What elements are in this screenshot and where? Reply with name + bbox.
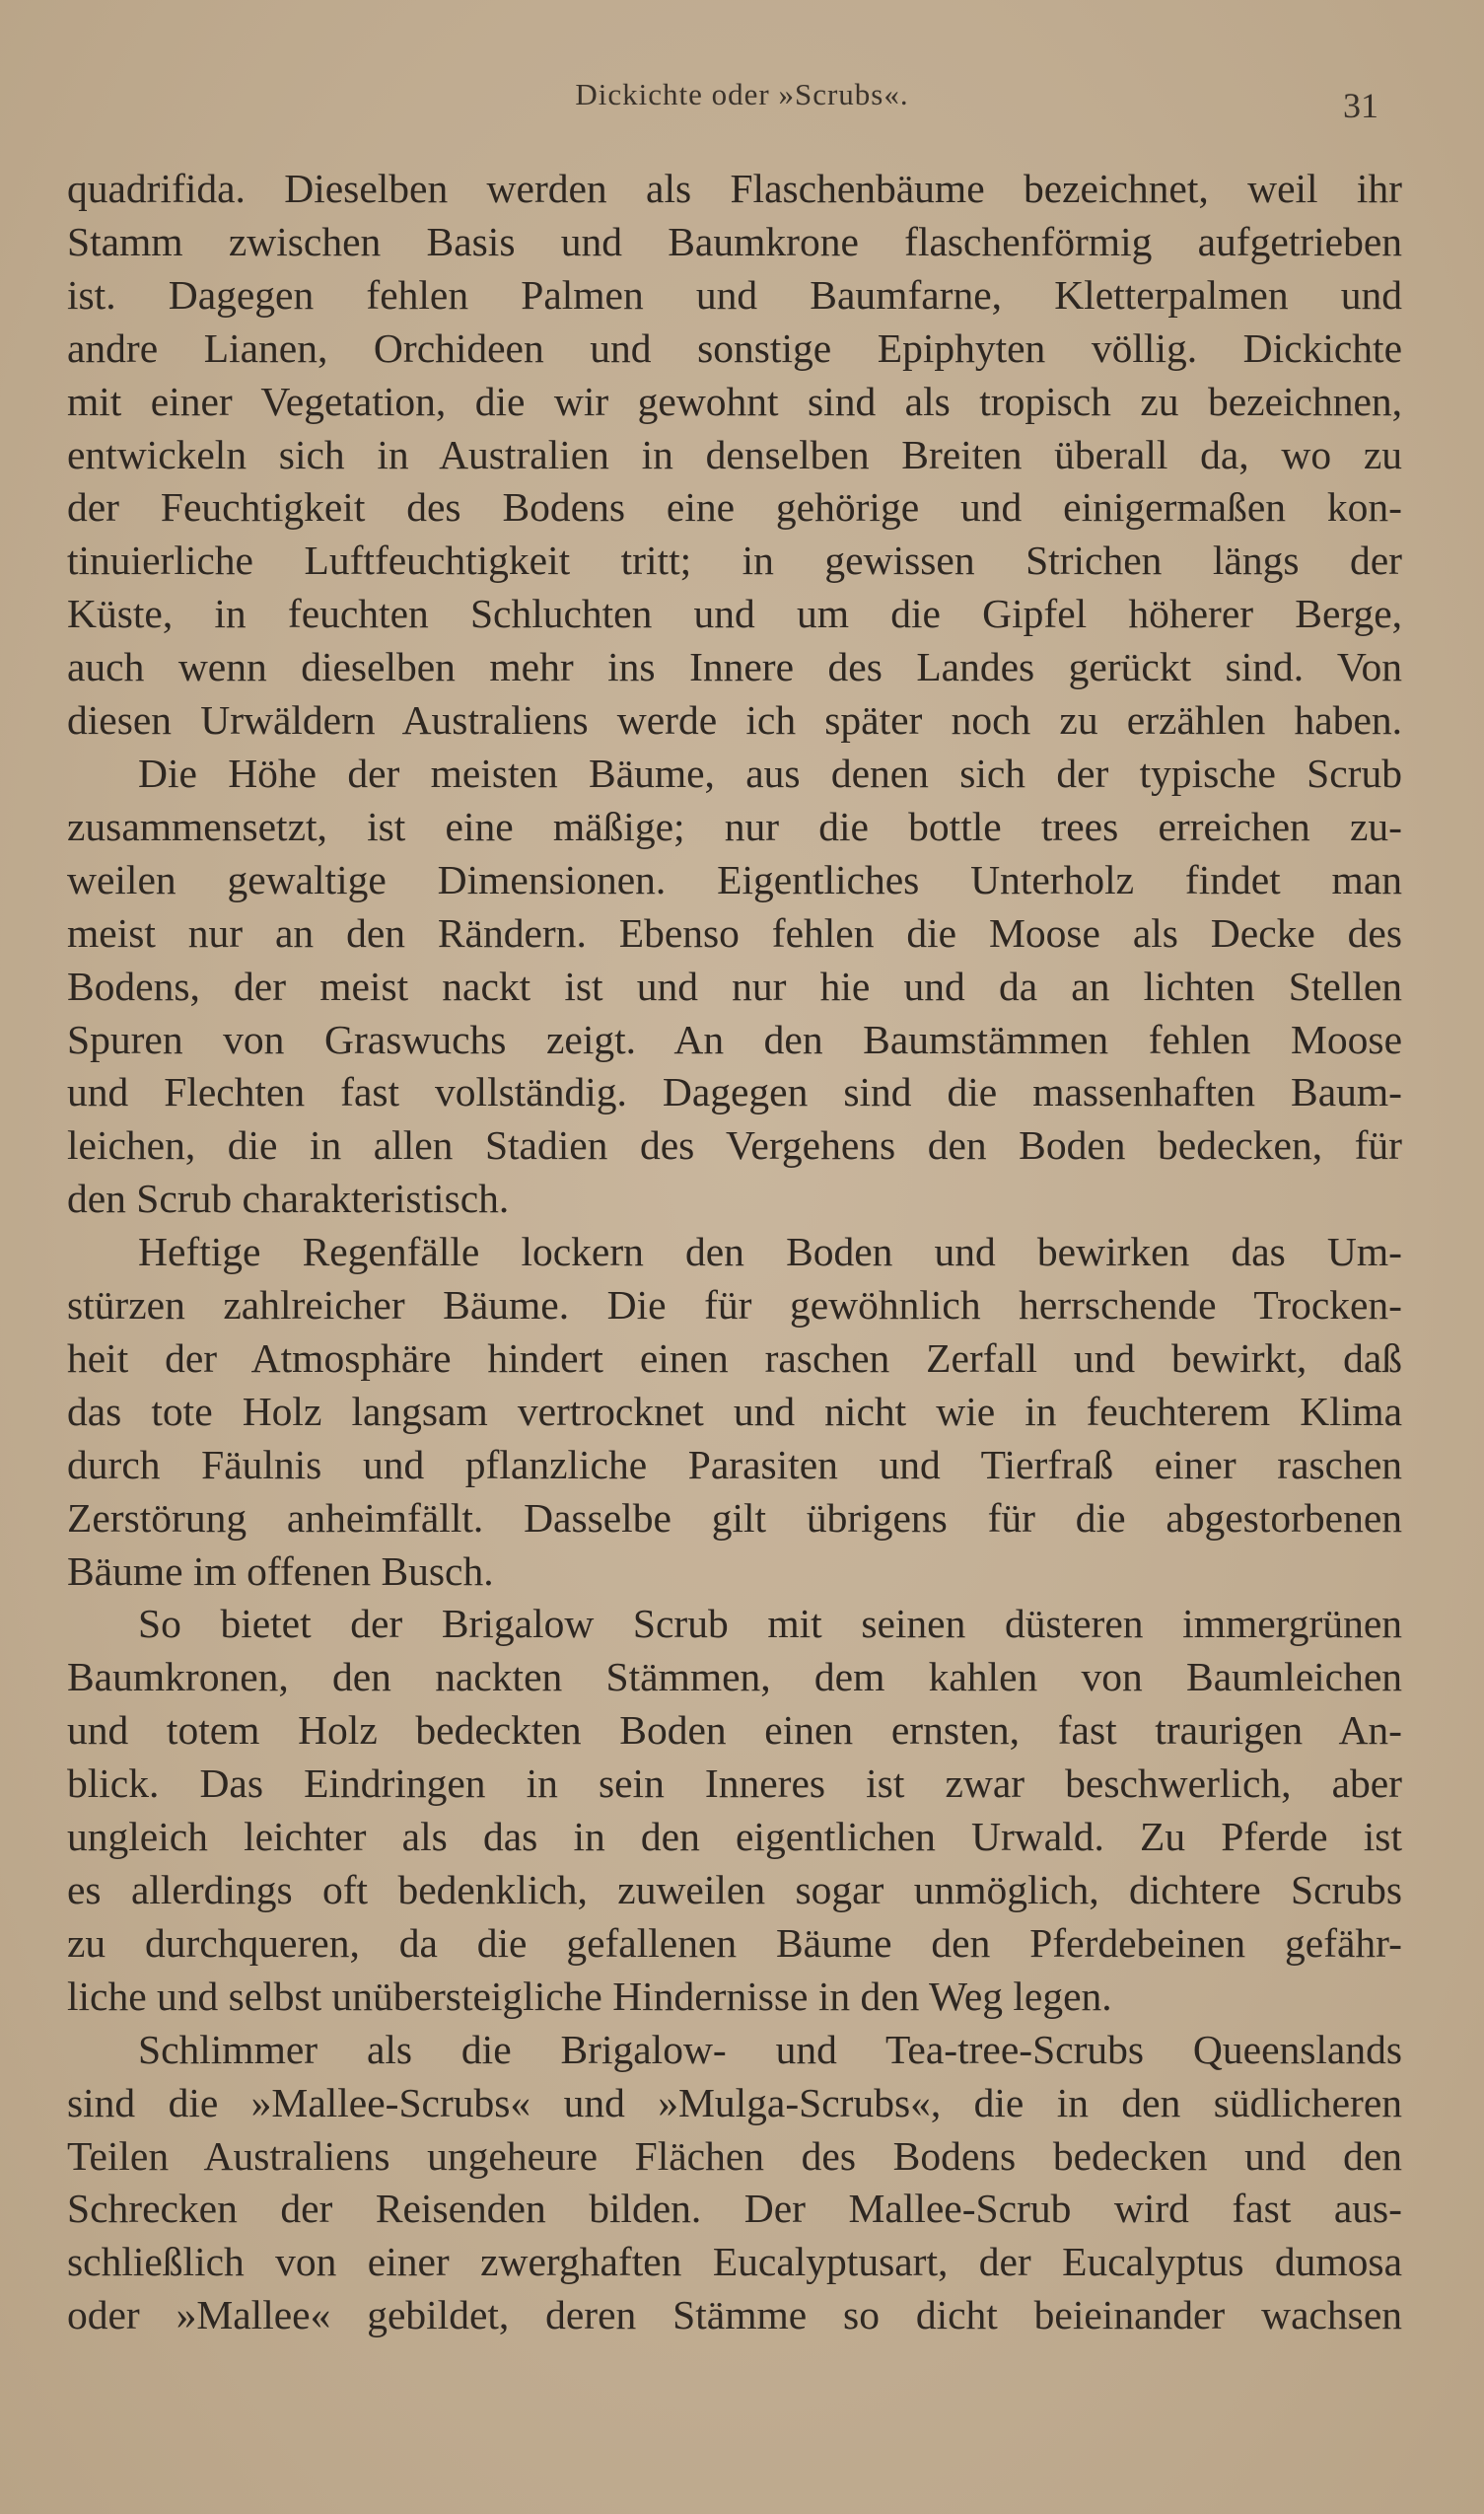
text-line: Küste, in feuchten Schluchten und um die Gipfel höherer Berge, (67, 591, 1402, 637)
paragraph-2 (67, 748, 1402, 1226)
paragraph-1 (67, 163, 1402, 748)
text-line: und Flechten fast vollständig. Dagegen sind die massenhaften Baum- (67, 1069, 1402, 1115)
text-line: mit einer Vegetation, die wir gewohnt sind als tropisch zu bezeichnen, (67, 378, 1402, 424)
text-line: schließlich von einer zwerghaften Eucalyptusart, der Eucalyptus dumosa (67, 2239, 1402, 2285)
text-line: Schlimmer als die Brigalow- und Tea-tree-Scrubs Queenslands (138, 2026, 1402, 2072)
running-head: Dickichte oder »Scrubs«. (575, 77, 909, 111)
text-line: zusammensetzt, ist eine mäßige; nur die bottle trees erreichen zu- (67, 803, 1402, 849)
text-line: tinuierliche Luftfeuchtigkeit tritt; in gewissen Strichen längs der (67, 538, 1402, 584)
text-line: auch wenn dieselben mehr ins Innere des Landes gerückt sind. Von (67, 644, 1402, 690)
page-number: 31 (1343, 86, 1378, 125)
text-line: quadrifida. Dieselben werden als Flaschenbäume bezeichnet, weil ihr (67, 166, 1402, 211)
text-line: den Scrub charakteristisch. (67, 1176, 510, 1222)
text-line: sind die »Mallee-Scrubs« und »Mulga-Scrubs«, die in den südlicheren (67, 2079, 1402, 2125)
text-line: Bodens, der meist nackt ist und nur hie und da an lichten Stellen (67, 963, 1402, 1009)
text-line: Teilen Australiens ungeheure Flächen des Bodens bedecken und den (67, 2132, 1402, 2179)
paragraph-5 (67, 2024, 1402, 2342)
text-line: liche und selbst unübersteigliche Hindernisse in den Weg legen. (67, 1973, 1112, 2019)
paragraph-3 (67, 1226, 1402, 1598)
text-line: oder »Mallee« gebildet, deren Stämme so dicht beieinander wachsen (67, 2292, 1402, 2338)
text-line: durch Fäulnis und pflanzliche Parasiten und Tierfraß einer raschen (67, 1441, 1402, 1487)
text-line: diesen Urwäldern Australiens werde ich später noch zu erzählen haben. (67, 697, 1402, 744)
text-line: zu durchqueren, da die gefallenen Bäume den Pferdebeinen gefähr- (67, 1919, 1402, 1966)
text-line: blick. Das Eindringen in sein Inneres ist zwar beschwerlich, aber (67, 1760, 1402, 1807)
text-line: Stamm zwischen Basis und Baumkrone flaschenförmig aufgetrieben (67, 218, 1402, 264)
text-line: Heftige Regenfälle lockern den Boden und bewirken das Um- (138, 1229, 1402, 1275)
text-line: weilen gewaltige Dimensionen. Eigentliches Unterholz findet man (67, 856, 1402, 902)
text-line: Die Höhe der meisten Bäume, aus denen sich der typische Scrub (138, 750, 1402, 796)
text-line: So bietet der Brigalow Scrub mit seinen düsteren immergrünen (138, 1601, 1402, 1647)
text-line: meist nur an den Rändern. Ebenso fehlen die Moose als Decke des (67, 909, 1402, 956)
text-line: das tote Holz langsam vertrocknet und nicht wie in feuchterem Klima (67, 1388, 1402, 1434)
body-text (67, 163, 1402, 2342)
paragraph-4 (67, 1598, 1402, 2023)
text-line: Schrecken der Reisenden bilden. Der Mallee-Scrub wird fast aus- (67, 2186, 1402, 2232)
text-line: heit der Atmosphäre hindert einen raschen Zerfall und bewirkt, daß (67, 1334, 1402, 1381)
text-line: und totem Holz bedeckten Boden einen ernsten, fast traurigen An- (67, 1707, 1402, 1754)
text-line: ist. Dagegen fehlen Palmen und Baumfarne, Kletterpalmen und (67, 271, 1402, 318)
text-line: Bäume im offenen Busch. (67, 1547, 494, 1594)
text-line: andre Lianen, Orchideen und sonstige Epiphyten völlig. Dickichte (67, 324, 1402, 371)
text-line: Baumkronen, den nackten Stämmen, dem kahlen von Baumleichen (67, 1654, 1402, 1700)
text-line: entwickeln sich in Australien in denselben Breiten überall da, wo zu (67, 431, 1402, 477)
text-line: Zerstörung anheimfällt. Dasselbe gilt übrigens für die abgestorbenen (67, 1494, 1402, 1541)
text-line: Spuren von Graswuchs zeigt. An den Baumstämmen fehlen Moose (67, 1016, 1402, 1062)
text-line: leichen, die in allen Stadien des Vergehens den Boden bedecken, für (67, 1122, 1402, 1169)
text-line: stürzen zahlreicher Bäume. Die für gewöhnlich herrschende Trocken- (67, 1282, 1402, 1329)
text-line: es allerdings oft bedenklich, zuweilen sogar unmöglich, dichtere Scrubs (67, 1867, 1402, 1912)
text-line: der Feuchtigkeit des Bodens eine gehörige und einigermaßen kon- (67, 484, 1402, 531)
text-line: ungleich leichter als das in den eigentlichen Urwald. Zu Pferde ist (67, 1814, 1402, 1860)
